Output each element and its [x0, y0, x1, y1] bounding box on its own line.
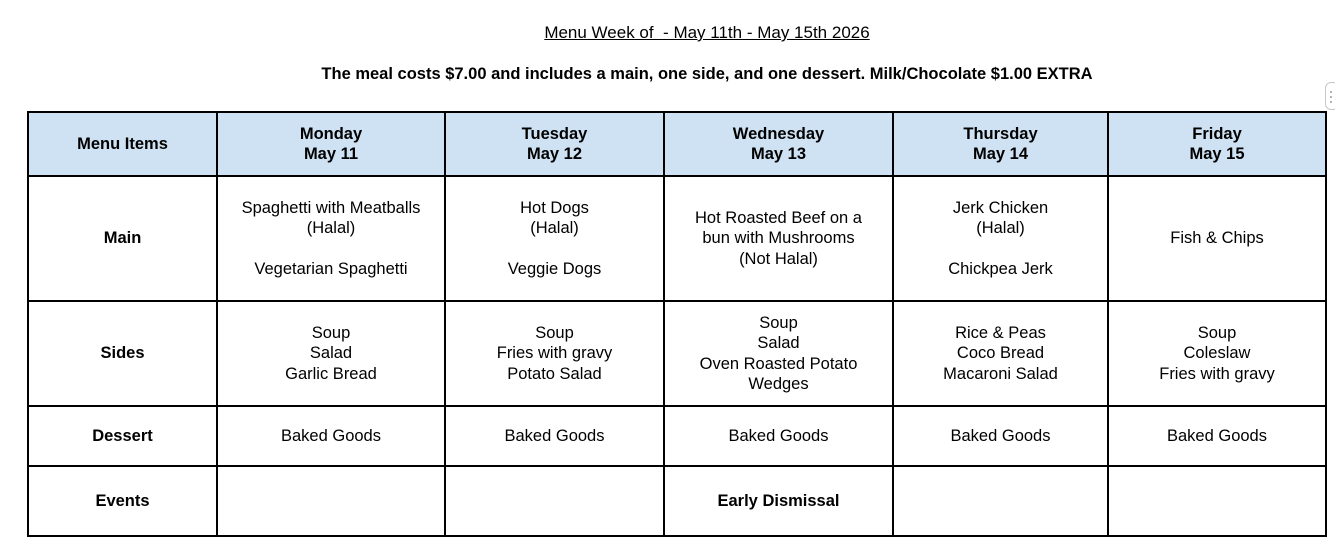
- grip-dot: [1330, 101, 1332, 103]
- menu-item-line: Baked Goods: [1167, 426, 1267, 445]
- blank-line: [450, 239, 659, 260]
- events-cell-thursday: [893, 466, 1108, 536]
- menu-item-line: Wedges: [748, 375, 809, 393]
- menu-title: Menu Week of - May 11th - May 15th 2026: [544, 23, 870, 42]
- header-cell-monday: [217, 112, 445, 176]
- row-label-dessert: Dessert: [28, 406, 217, 466]
- menu-item-line: Soup: [1197, 323, 1237, 342]
- header-date: May 12: [526, 145, 583, 163]
- header-date: May 11: [303, 145, 359, 163]
- grip-dot: [1330, 91, 1332, 93]
- blank-line: [222, 239, 440, 260]
- main-cell-tuesday: [445, 176, 664, 301]
- menu-item-line: Salad: [309, 344, 353, 363]
- table-row-events: [28, 466, 1326, 536]
- events-cell-friday: [1108, 466, 1326, 536]
- menu-item-line: Hot Dogs: [520, 198, 589, 217]
- menu-item-line: bun with Mushrooms: [702, 229, 855, 248]
- main-cell-thursday: [893, 176, 1108, 301]
- menu-item-line: Salad: [757, 334, 800, 352]
- menu-item-line: Soup: [535, 323, 574, 342]
- menu-item-line: Baked Goods: [728, 426, 829, 445]
- menu-item-line: (Halal): [530, 219, 579, 237]
- events-cell-tuesday: [445, 466, 664, 536]
- menu-item-line: (Halal): [306, 219, 356, 237]
- menu-item-line: Spaghetti with Meatballs: [241, 198, 421, 217]
- main-cell-friday: [1108, 176, 1326, 301]
- main-cell-monday: [217, 176, 445, 301]
- grip-dot: [1330, 96, 1332, 98]
- header-day: Monday: [299, 124, 363, 143]
- events-cell-wednesday: [664, 466, 893, 536]
- menu-item-line: Baked Goods: [950, 426, 1051, 445]
- menu-item-line: Coleslaw: [1183, 344, 1251, 363]
- header-cell-thursday: [893, 112, 1108, 176]
- header-day: Thursday: [963, 124, 1038, 143]
- event-early-dismissal: Early Dismissal: [717, 491, 840, 510]
- menu-item-line: Jerk Chicken: [952, 198, 1049, 217]
- menu-item-line: Fish & Chips: [1170, 229, 1264, 248]
- sides-cell-tuesday: [445, 301, 664, 406]
- menu-item-line: Hot Roasted Beef on a: [695, 208, 862, 227]
- menu-item-line: Rice & Peas: [955, 323, 1046, 342]
- dessert-cell-tuesday: [445, 406, 664, 466]
- header-day: Friday: [1192, 124, 1242, 143]
- dessert-cell-monday: [217, 406, 445, 466]
- menu-item-line: Potato Salad: [507, 364, 602, 383]
- header-cell-menu-items: [28, 112, 217, 176]
- menu-item-line: Garlic Bread: [285, 364, 377, 383]
- sides-cell-friday: [1108, 301, 1326, 406]
- row-label-main: Main: [28, 176, 217, 301]
- table-header-row: [28, 112, 1326, 176]
- header-date: May 14: [972, 145, 1029, 163]
- menu-item-line: Fries with gravy: [1159, 364, 1275, 383]
- menu-item-line: (Not Halal): [739, 249, 818, 268]
- dessert-cell-wednesday: [664, 406, 893, 466]
- events-cell-monday: [217, 466, 445, 536]
- header-cell-friday: [1108, 112, 1326, 176]
- sides-cell-monday: [217, 301, 445, 406]
- menu-item-line: Veggie Dogs: [507, 260, 602, 278]
- menu-item-line: Baked Goods: [504, 426, 605, 445]
- menu-item-line: (Halal): [976, 219, 1025, 237]
- sides-cell-wednesday: [664, 301, 893, 406]
- row-label-events: Events: [28, 466, 217, 536]
- sides-cell-thursday: [893, 301, 1108, 406]
- table-row-sides: [28, 301, 1326, 406]
- menu-item-line: Oven Roasted Potato: [699, 354, 858, 373]
- meal-price-note: The meal costs $7.00 and includes a main, one side, and one dessert. Milk/Chocolate $1.00 EXTRA: [321, 65, 1093, 83]
- dessert-cell-friday: [1108, 406, 1326, 466]
- table-row-dessert: [28, 406, 1326, 466]
- header-day: Tuesday: [521, 124, 588, 143]
- header-date: May 13: [750, 145, 807, 163]
- menu-item-line: Macaroni Salad: [943, 364, 1058, 383]
- header-date: May 15: [1189, 145, 1245, 163]
- menu-item-line: Vegetarian Spaghetti: [254, 260, 408, 278]
- header-day: Wednesday: [732, 124, 825, 143]
- menu-item-line: Chickpea Jerk: [948, 260, 1053, 278]
- menu-item-line: Baked Goods: [281, 426, 381, 445]
- weekly-menu-table: [27, 111, 1327, 537]
- blank-line: [898, 239, 1103, 260]
- menu-item-line: Soup: [311, 323, 351, 342]
- header-label: Menu Items: [77, 134, 168, 153]
- table-row-main: [28, 176, 1326, 301]
- side-panel-handle[interactable]: [1325, 82, 1335, 110]
- menu-item-line: Fries with gravy: [496, 344, 613, 363]
- header-cell-wednesday: [664, 112, 893, 176]
- header-cell-tuesday: [445, 112, 664, 176]
- menu-item-line: Soup: [759, 313, 798, 332]
- dessert-cell-thursday: [893, 406, 1108, 466]
- main-cell-wednesday: [664, 176, 893, 301]
- row-label-sides: Sides: [28, 301, 217, 406]
- menu-item-line: Coco Bread: [956, 344, 1045, 363]
